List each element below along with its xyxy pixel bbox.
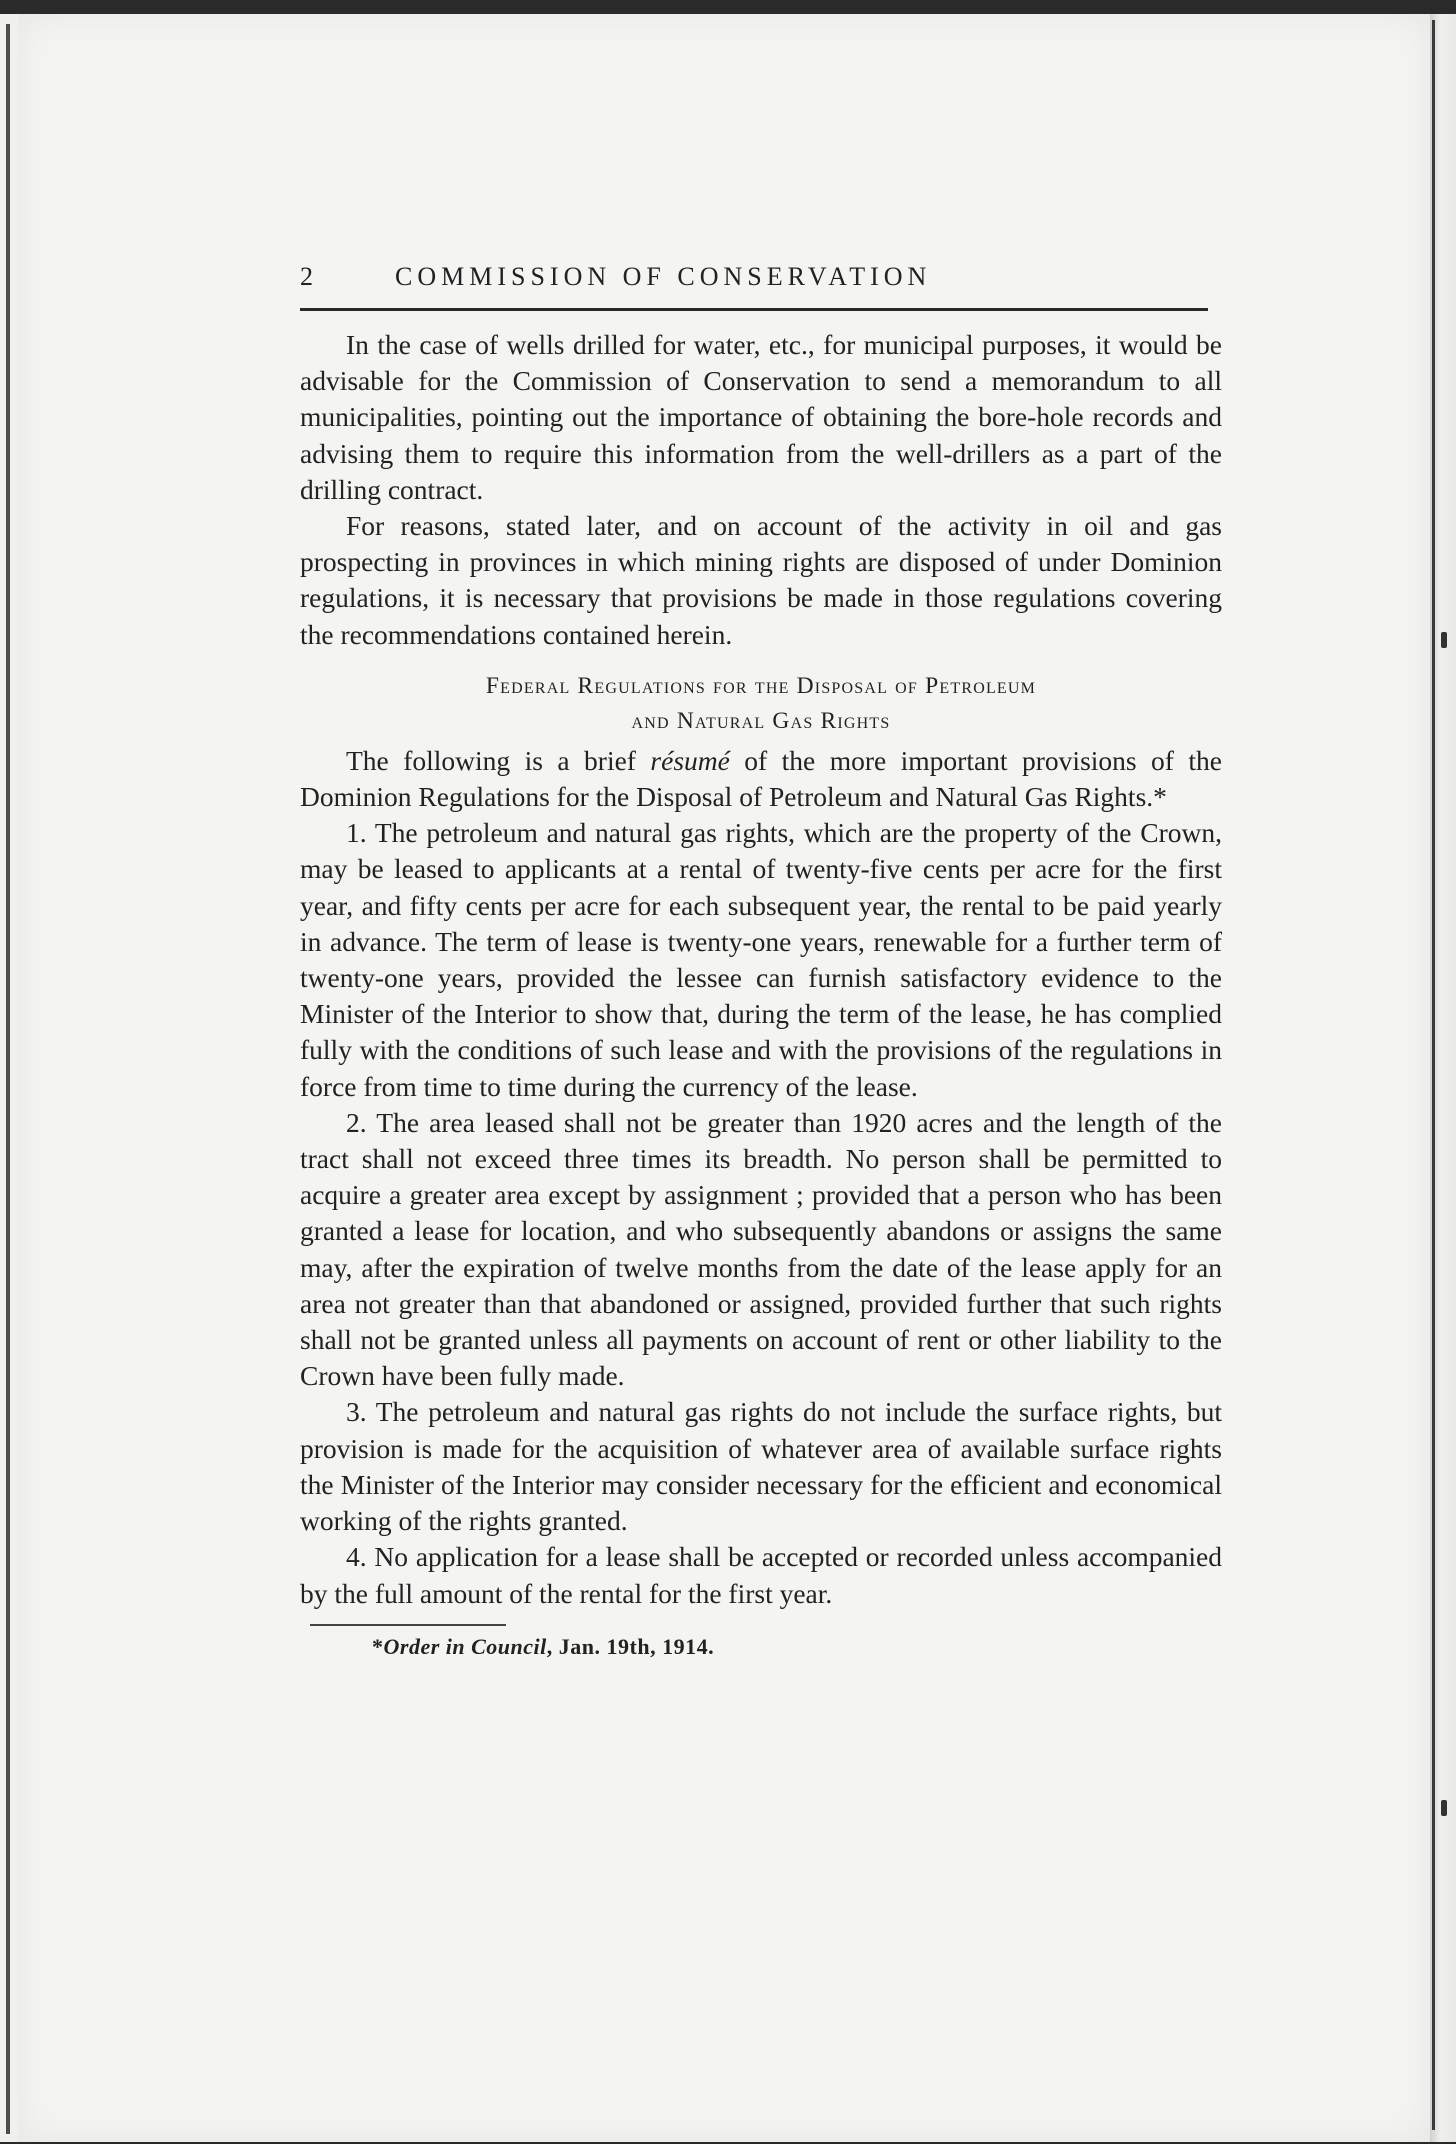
paragraph-reasons: For reasons, stated later, and on account of the activity in oil and gas prospecting in provinces in which mining rights are disposed of under Dominion regulations, it is necessary that provisions be made in those regulations covering the recommendations contained herein.: [300, 510, 1222, 650]
intro-italic: résumé: [650, 744, 730, 776]
footnote: [372, 1634, 1222, 1660]
section-heading: [300, 669, 1222, 739]
item-number: 4.: [346, 1541, 367, 1573]
item-number: 1.: [346, 817, 367, 849]
numbered-item-1: [300, 815, 1222, 1105]
page-number: 2: [300, 262, 313, 291]
edge-mark: [1441, 632, 1447, 648]
footnote-marker: *: [372, 1633, 384, 1659]
item-text: The area leased shall not be greater than 1920 acres and the length of the tract shall not exceed three times its breadth. No person shall be permitted to acquire a greater area except by assignment ; provided that a person who has been granted a lease for location, and who subsequently abandons or assigns the same may, after the expiration of twelve months from the date of the lease apply for an area not greater than that abandoned or assigned, provided further that such rights shall not be granted unless all payments on account of rent or other liability to the Crown have been fully made.: [300, 1106, 1222, 1392]
numbered-item-4: [300, 1539, 1222, 1611]
running-head: [300, 262, 1222, 296]
left-edge-shadow: [6, 24, 10, 2134]
binding-line: [1432, 20, 1435, 2130]
section-heading-line1: Federal Regulations for the Disposal of Petroleum: [485, 672, 1037, 699]
numbered-item-2: [300, 1105, 1222, 1395]
edge-mark: [1441, 1800, 1447, 1816]
page-text: [300, 262, 1222, 1660]
item-text: No application for a lease shall be accepted or recorded unless accompanied by the full amount of the rental for the first year.: [300, 1541, 1223, 1609]
header-rule: [300, 308, 1208, 311]
item-text: The petroleum and natural gas rights do not include the surface rights, but provision is made for the acquisition of whatever area of available surface rights the Minister of the Interior may consider necessary for the efficient and economical working of the rights granted.: [300, 1396, 1222, 1537]
footnote-italic: Order in Council: [383, 1633, 547, 1659]
intro-text-before: The following is a brief: [346, 744, 651, 776]
footnote-rest: , Jan. 19th, 1914.: [546, 1633, 715, 1659]
running-title: COMMISSION OF CONSERVATION: [395, 262, 932, 291]
item-text: The petroleum and natural gas rights, which are the property of the Crown, may be leased to applicants at a rental of twenty-five cents per acre for the first year, and fifty cents per acre for each subsequent year, the rental to be paid yearly in advance. The term of lease is twenty-one years, renewable for a further term of twenty-one years, provided the lessee can furnish satisfactory evidence to the Minister of the Interior to show that, during the term of the lease, he has complied fully with the conditions of such lease and with the provisions of the regulations in force from time to time during the currency of the lease.: [300, 817, 1222, 1102]
item-number: 3.: [346, 1396, 367, 1428]
intro-text-after: of the more important provisions of the Dominion Regulations for the Disposal of Petroleum and Natural Gas Rights.*: [300, 744, 1223, 813]
footnote-rule: [310, 1624, 506, 1626]
section-heading-line2: and Natural Gas Rights: [631, 707, 891, 734]
item-number: 2.: [346, 1106, 367, 1138]
paragraph-intro: [300, 743, 1222, 815]
paragraph-municipal-wells: In the case of wells drilled for water, etc., for municipal purposes, it would be advisable for the Commission of Conservation to send a memorandum to all municipalities, pointing out the importance of obtaining the bore-hole records and advising them to require this information from the well-drillers as a part of the drilling contract.: [300, 329, 1222, 505]
numbered-item-3: [300, 1394, 1222, 1539]
